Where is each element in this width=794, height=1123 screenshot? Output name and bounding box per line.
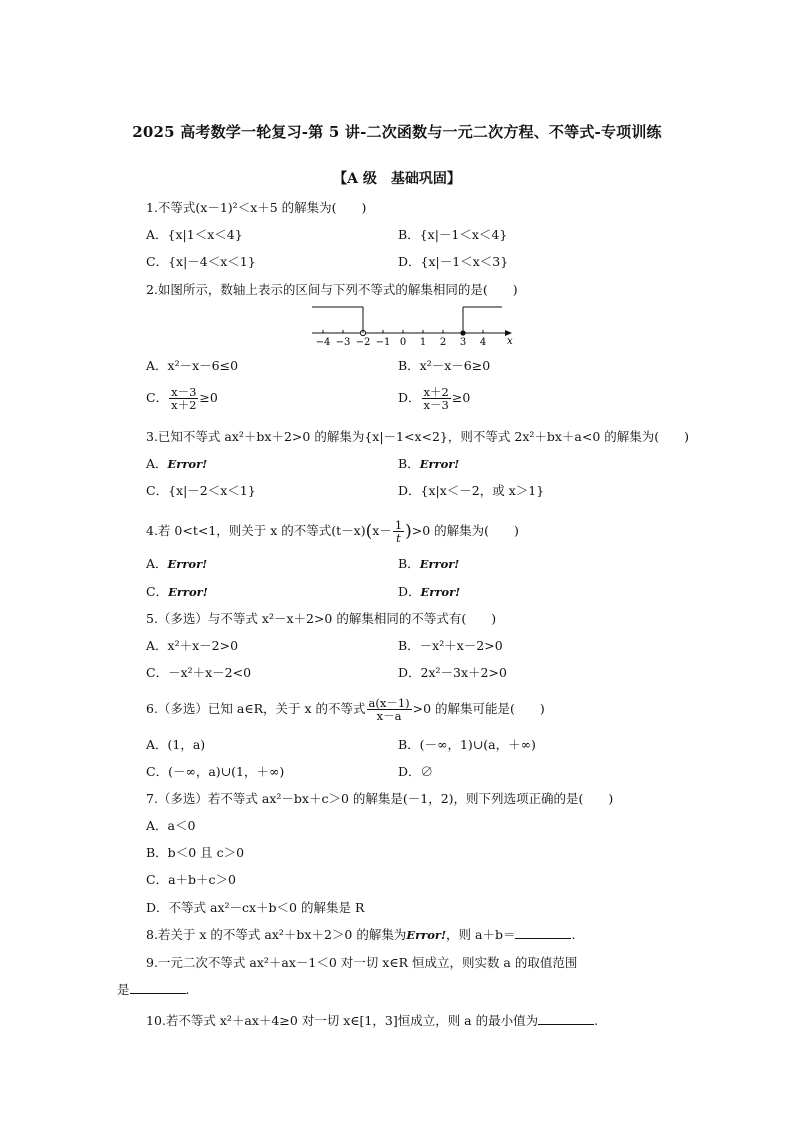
- axis-tick-label: −2: [355, 337, 371, 348]
- option-d-label: D．: [398, 390, 421, 405]
- question-4-option-c: [146, 583, 208, 601]
- option-d-fraction: [422, 386, 451, 411]
- option-c-relation: ≥0: [199, 390, 218, 405]
- axis-tick-label: 2: [439, 337, 447, 348]
- axis-tick-label: −3: [335, 337, 351, 348]
- axis-tick-label: −1: [375, 337, 391, 348]
- question-3-option-c: C．{x|－2＜x＜1}: [146, 483, 256, 498]
- option-label: B．: [398, 556, 420, 571]
- question-2-stem: 2.如图所示，数轴上表示的区间与下列不等式的解集相同的是( ): [146, 282, 518, 297]
- option-c-label: C．: [146, 390, 169, 405]
- stem-prefix: 8.若关于 x 的不等式 ax²＋bx＋2＞0 的解集为: [146, 927, 407, 942]
- fraction-denominator: t: [396, 531, 401, 545]
- question-8-stem: [146, 926, 575, 944]
- question-3-stem: 3.已知不等式 ax²＋bx＋2>0 的解集为{x|－1<x<2}，则不等式 2x²＋bx＋a<0 的解集为( ): [146, 429, 690, 444]
- stem-suffix: ，则 a＋b＝: [446, 927, 516, 942]
- error-text: Error!: [420, 585, 461, 599]
- question-7-option-c: C．a＋b＋c＞0: [146, 872, 236, 887]
- option-label: D．: [398, 584, 421, 599]
- option-label: A．: [146, 556, 168, 571]
- option-d-relation: ≥0: [451, 390, 471, 405]
- open-paren: (: [365, 521, 373, 542]
- question-1-option-a: A．{x|1＜x＜4}: [146, 227, 243, 242]
- option-label: C．: [146, 584, 169, 599]
- question-6-option-a: A．(1，a): [146, 737, 206, 752]
- fraction-numerator: x＋2: [423, 385, 449, 399]
- question-7-option-d: D．不等式 ax²－cx＋b＜0 的解集是 R: [146, 900, 365, 915]
- question-2-option-c: [146, 386, 218, 411]
- q6-fraction: [367, 697, 412, 722]
- stem-end: .: [185, 982, 190, 997]
- axis-tick-label: 3: [459, 337, 467, 348]
- question-1-option-d: D．{x|－1＜x＜3}: [398, 254, 509, 269]
- question-6-option-d: D．∅: [398, 764, 434, 779]
- fraction-numerator: a(x－1): [368, 696, 410, 710]
- section-heading: 【A 级 基础巩固】: [333, 171, 461, 187]
- stem-prefix: 是: [117, 982, 130, 997]
- question-3-option-a: [146, 455, 207, 473]
- question-1-stem: 1.不等式(x－1)²＜x＋5 的解集为( ): [146, 200, 367, 215]
- question-5-stem: 5.（多选）与不等式 x²－x＋2>0 的解集相同的不等式有( ): [146, 611, 497, 626]
- document-title: 2025 高考数学一轮复习-第 5 讲-二次函数与一元二次方程、不等式-专项训练: [132, 123, 662, 141]
- stem-suffix: >0 的解集为( ): [411, 523, 519, 538]
- question-4-option-b: [398, 555, 459, 573]
- question-5-option-c: C．－x²＋x－2<0: [146, 665, 252, 680]
- error-text: Error!: [419, 457, 460, 471]
- question-1-option-c: C．{x|－4＜x＜1}: [146, 254, 256, 269]
- stem-prefix: 6.（多选）已知 a∈R，关于 x 的不等式: [146, 701, 366, 716]
- error-text: Error!: [419, 557, 460, 571]
- axis-tick-label: 1: [419, 337, 427, 348]
- question-7-option-a: A．a＜0: [146, 818, 196, 833]
- fraction-numerator: 1: [394, 518, 403, 532]
- question-9-line-1: 9.一元二次不等式 ax²＋ax－1＜0 对一切 x∈R 恒成立，则实数 a 的取值范围: [146, 955, 578, 970]
- question-7-option-b: B．b＜0 且 c＞0: [146, 845, 245, 860]
- one-over-t-fraction: [393, 519, 404, 544]
- axis-tick-label: −4: [315, 337, 331, 348]
- stem-text: 10.若不等式 x²＋ax＋4≥0 对一切 x∈[1，3]恒成立，则 a 的最小值为: [146, 1013, 539, 1028]
- answer-blank[interactable]: [515, 926, 571, 939]
- fraction-denominator: x－a: [376, 709, 402, 723]
- question-2-option-a: A．x²－x－6≤0: [146, 358, 239, 373]
- question-2-option-b: B．x²－x－6≥0: [398, 358, 491, 373]
- question-6-stem: [146, 697, 545, 722]
- question-7-stem: 7.（多选）若不等式 ax²－bx＋c＞0 的解集是(－1，2)，则下列选项正确的是( ): [146, 791, 614, 806]
- question-6-option-c: C．(－∞，a)∪(1，＋∞): [146, 764, 285, 779]
- stem-end: .: [594, 1013, 599, 1028]
- question-5-option-d: D．2x²－3x＋2>0: [398, 665, 507, 680]
- question-4-stem: [146, 519, 519, 544]
- question-4-option-d: [398, 583, 460, 601]
- stem-prefix: 4.若 0<t<1，则关于 x 的不等式(t－x): [146, 523, 366, 538]
- answer-blank[interactable]: [130, 981, 186, 994]
- question-5-option-a: A．x²＋x－2>0: [146, 638, 239, 653]
- stem-suffix: >0 的解集可能是( ): [412, 701, 545, 716]
- error-text: Error!: [168, 585, 208, 599]
- fraction-denominator: x－3: [423, 398, 449, 412]
- axis-variable-label: x: [507, 336, 513, 347]
- fraction-denominator: x＋2: [171, 398, 197, 412]
- axis-tick-label: 0: [399, 337, 407, 348]
- option-label: B．: [398, 456, 420, 471]
- question-5-option-b: B．－x²＋x－2>0: [398, 638, 503, 653]
- error-text: Error!: [406, 928, 447, 942]
- option-label: A．: [146, 456, 168, 471]
- error-text: Error!: [167, 457, 208, 471]
- stem-end: .: [571, 927, 576, 942]
- error-text: Error!: [167, 557, 208, 571]
- close-paren: ): [405, 521, 412, 542]
- number-line-figure: [308, 302, 518, 351]
- question-1-option-b: B．{x|－1＜x＜4}: [398, 227, 508, 242]
- option-c-fraction: [169, 386, 198, 411]
- question-9-line-2: [117, 981, 190, 999]
- answer-blank[interactable]: [538, 1012, 594, 1025]
- question-10-stem: [146, 1012, 598, 1030]
- axis-tick-label: 4: [479, 337, 487, 348]
- question-3-option-d: D．{x|x＜－2，或 x＞1}: [398, 483, 545, 498]
- stem-expression: x－: [372, 523, 392, 538]
- question-4-option-a: [146, 555, 207, 573]
- question-2-option-d: [398, 386, 470, 411]
- number-line-svg: [308, 302, 518, 348]
- fraction-numerator: x－3: [171, 385, 197, 399]
- question-3-option-b: [398, 455, 459, 473]
- question-6-option-b: B．(－∞，1)∪(a，＋∞): [398, 737, 536, 752]
